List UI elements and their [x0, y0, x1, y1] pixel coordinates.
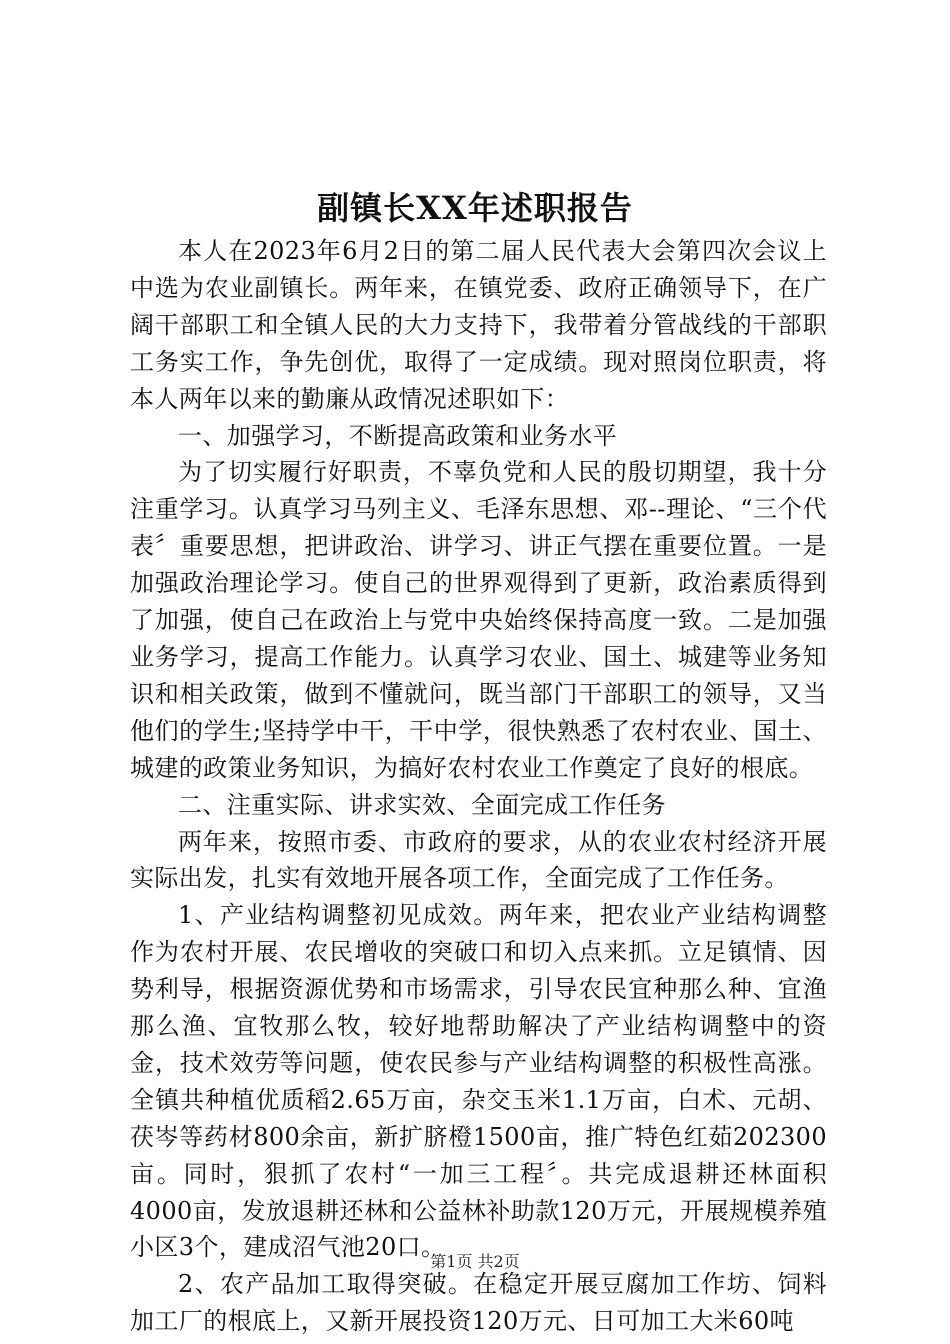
paragraph-processing: 2、农产品加工取得突破。在稳定开展豆腐加工作坊、饲料加工厂的根底上，又新开展投资120万元、日可加工大米60吨: [130, 1270, 827, 1336]
section-heading-2: 二、注重实际、讲求实效、全面完成工作任务: [178, 790, 666, 819]
page-number: 第1页 共2页: [430, 1252, 520, 1271]
paragraph-work: 两年来，按照市委、市政府的要求，从的农业农村经济开展实际出发，扎实有效地开展各项工作，全面完成了工作任务。: [130, 827, 827, 893]
document-body: [130, 233, 827, 1340]
paragraph-study: 为了切实履行好职责，不辜负党和人民的殷切期望，我十分注重学习。认真学习马列主义、毛泽东思想、邓--理论、“三个代表〞重要思想，把讲政治、讲学习、讲正气摆在重要位置。一是加强政治理论学习。使自己的世界观得到了更新，政治素质得到了加强，使自己在政治上与党中央始终保持高度一致。二是加强业务学习，提高工作能力。认真学习农业、国土、城建等业务知识和相关政策，做到不懂就问，既当部门干部职工的领导，又当他们的学生;坚持学中干，干中学，很快熟悉了农村农业、国土、城建的政策业务知识，为搞好农村农业工作奠定了良好的根底。: [130, 458, 827, 782]
document-title: 副镇长XX年述职报告: [317, 189, 633, 227]
paragraph-intro: 本人在2023年6月2日的第二届人民代表大会第四次会议上中选为农业副镇长。两年来，在镇党委、政府正确领导下，在广阔干部职工和全镇人民的大力支持下，我带着分管战线的干部职工务实工作，争先创优，取得了一定成绩。现对照岗位职责，将本人两年以来的勤廉从政情况述职如下：: [130, 237, 827, 413]
paragraph-industry: 1、产业结构调整初见成效。两年来，把农业产业结构调整作为农村开展、农民增收的突破口和切入点来抓。立足镇情、因势利导，根据资源优势和市场需求，引导农民宜种那么种、宜渔那么渔、宜牧那么牧，较好地帮助解决了产业结构调整中的资金，技术效劳等问题，使农民参与产业结构调整的积极性高涨。全镇共种植优质稻2.65万亩，杂交玉米1.1万亩，白术、元胡、茯岑等药材800余亩，新扩脐橙1500亩，推广特色红茹202300亩。同时，狠抓了农村“一加三工程〞。共完成退耕还林面积4000亩，发放退耕还林和公益林补助款120万元，开展规模养殖小区3个，建成沼气池20口。: [130, 901, 827, 1262]
section-heading-1: 一、加强学习，不断提高政策和业务水平: [178, 421, 618, 450]
